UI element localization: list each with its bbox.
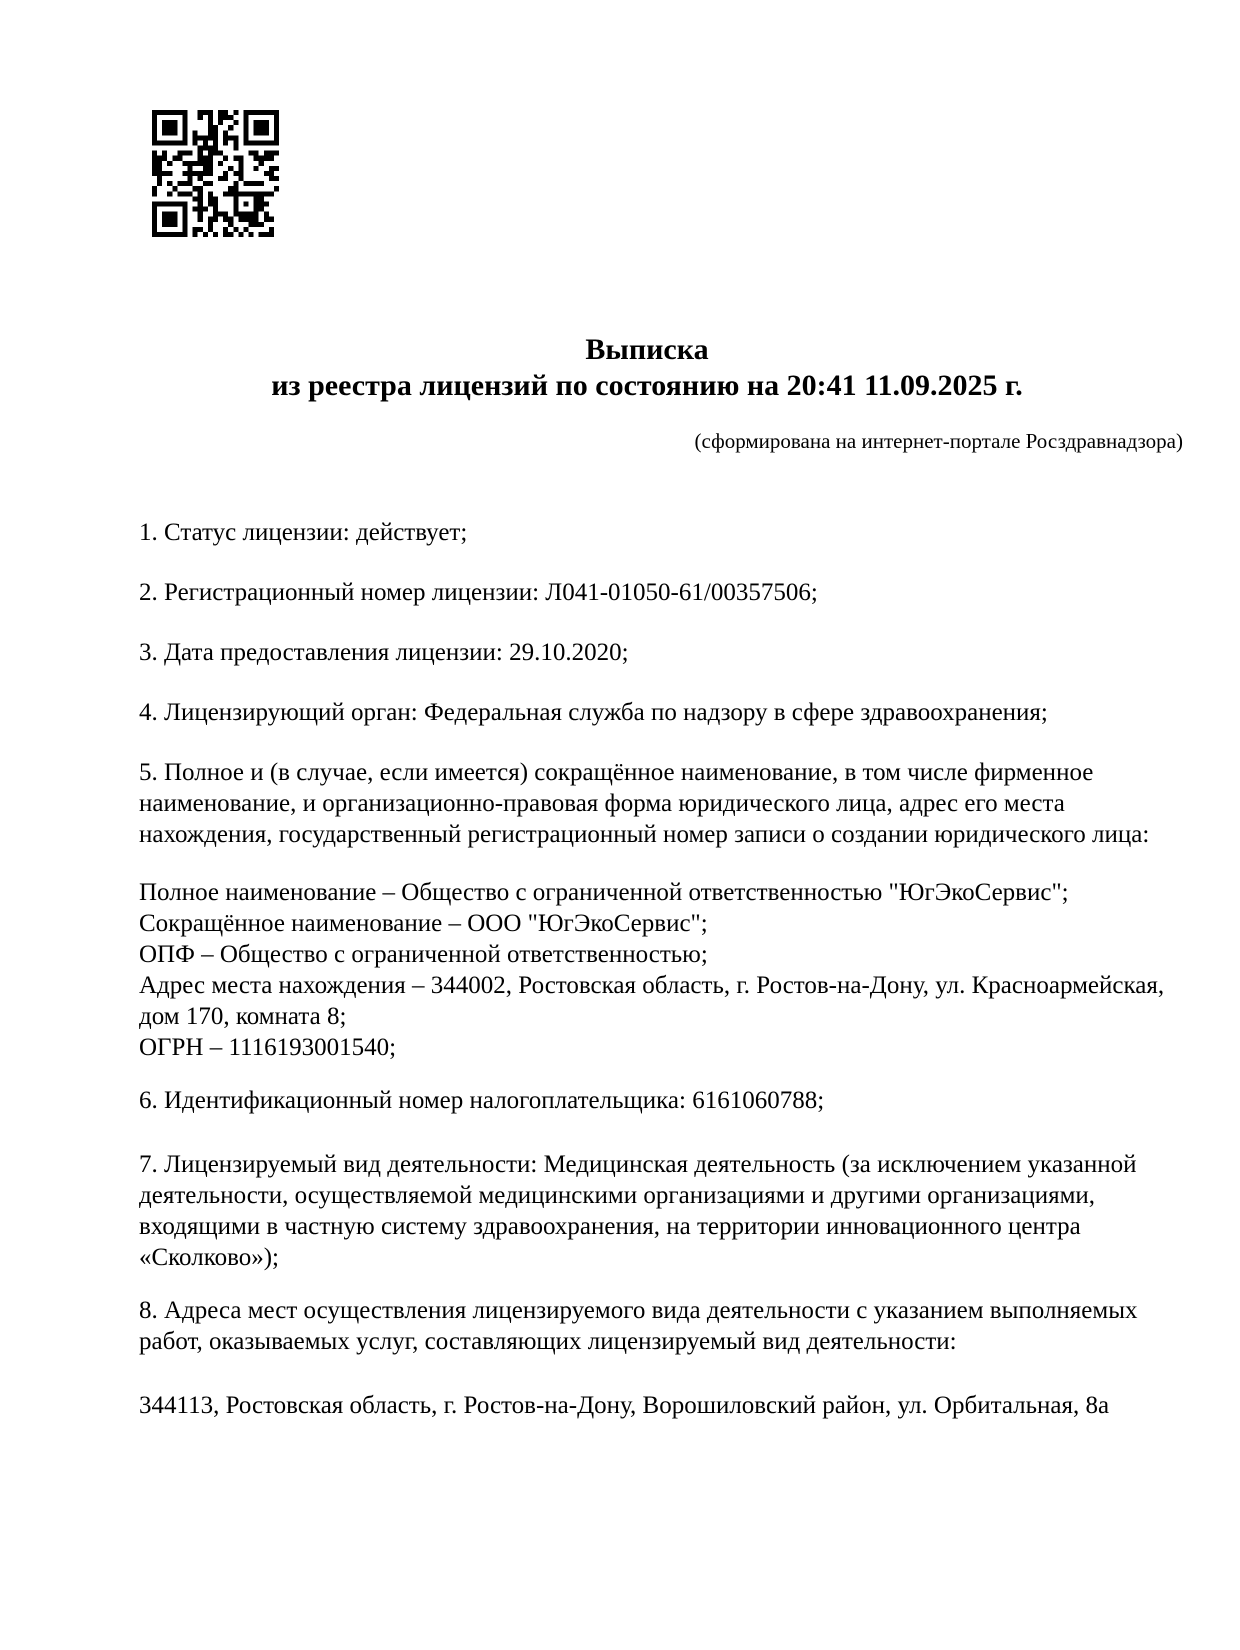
paragraph-registration-number: 2. Регистрационный номер лицензии: Л041-01050-61/00357506;: [139, 579, 818, 606]
paragraph-license-status: 1. Статус лицензии: действует;: [139, 519, 468, 546]
qr-code-icon: [152, 110, 279, 237]
paragraph-licensed-activity: 7. Лицензируемый вид деятельности: Медицинская деятельность (за исключением указанной деятельности, осуществляемой медицинскими организациями и другими организациями, входящими в частную систему здравоохранения, на территории инновационного центра «Сколково»);: [139, 1151, 1137, 1271]
paragraph-licensing-authority: 4. Лицензирующий орган: Федеральная служба по надзору в сфере здравоохранения;: [139, 699, 1048, 726]
paragraph-license-date: 3. Дата предоставления лицензии: 29.10.2020;: [139, 639, 629, 666]
page-subtitle: (сформирована на интернет-портале Росздравнадзора): [694, 429, 1183, 453]
paragraph-legal-entity-details: Полное наименование – Общество с ограниченной ответственностью "ЮгЭкоСервис"; Сокращённое наименование – ООО "ЮгЭкоСервис"; ОПФ – Общество с ограниченной ответственностью; Адрес места нахождения – 344002, Ростовская область, г. Ростов-на-Дону, ул. Красноармейская, дом 170, комната 8; ОГРН – 1116193001540;: [139, 879, 1165, 1061]
paragraph-activity-address: 344113, Ростовская область, г. Ростов-на-Дону, Ворошиловский район, ул. Орбитальная, 8а: [139, 1392, 1110, 1419]
paragraph-activity-addresses-intro: 8. Адреса мест осуществления лицензируемого вида деятельности с указанием выполняемых работ, оказываемых услуг, составляющих лицензируемый вид деятельности:: [139, 1297, 1138, 1355]
paragraph-taxpayer-number: 6. Идентификационный номер налогоплательщика: 6161060788;: [139, 1087, 825, 1114]
page-title: Выписка из реестра лицензий по состоянию на 20:41 11.09.2025 г.: [271, 333, 1023, 402]
paragraph-legal-entity-intro: 5. Полное и (в случае, если имеется) сокращённое наименование, в том числе фирменное наименование, и организационно-правовая форма юридического лица, адрес его места нахождения, государственный регистрационный номер записи о создании юридического лица:: [139, 759, 1150, 848]
